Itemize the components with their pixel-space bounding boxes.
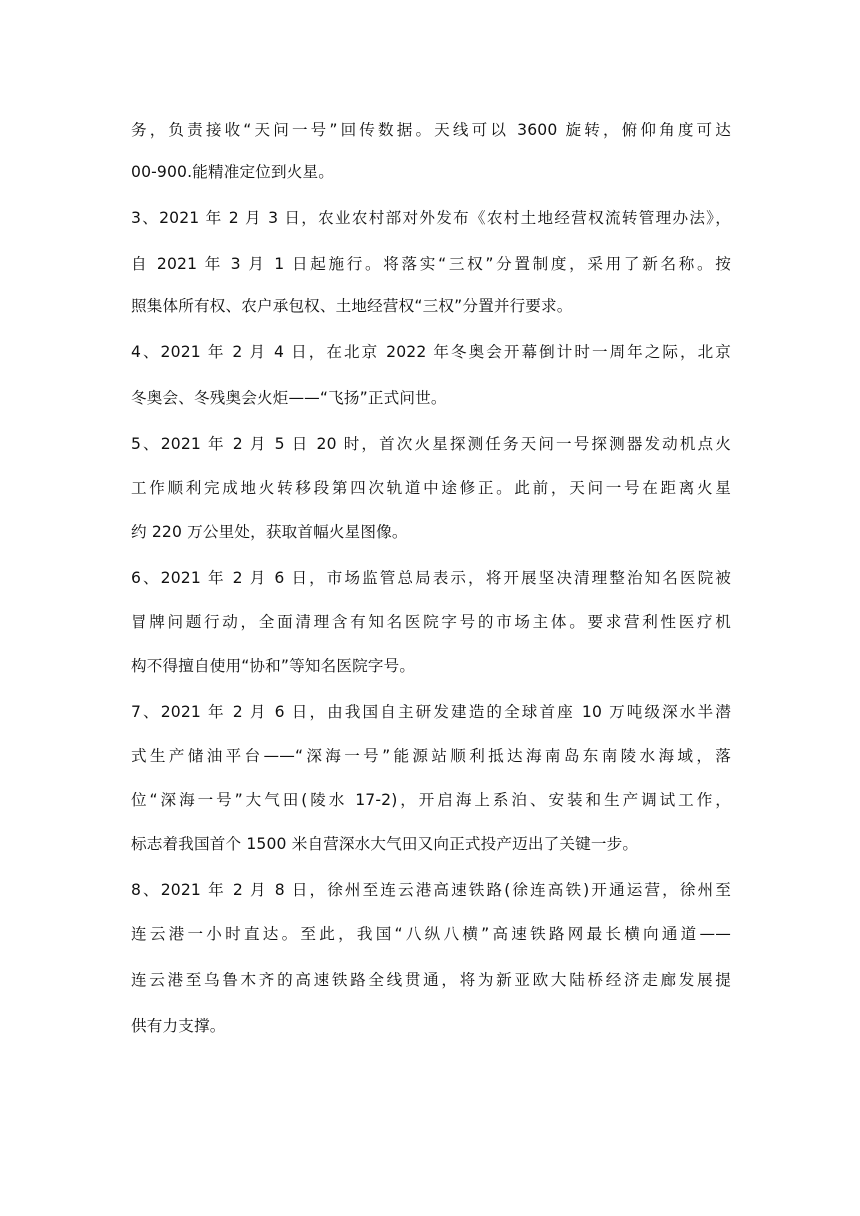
text-line: 位“深海一号”大气田(陵水 17-2)，开启海上系泊、安装和生产调试工作， <box>131 791 731 809</box>
text-line: 6、2021 年 2 月 6 日，市场监管总局表示，将开展坚决清理整治知名医院被 <box>131 569 731 587</box>
text-line: 自 2021 年 3 月 1 日起施行。将落实“三权”分置制度，采用了新名称。按 <box>131 255 731 273</box>
text-line: 5、2021 年 2 月 5 日 20 时，首次火星探测任务天问一号探测器发动机点火 <box>131 435 731 453</box>
text-line: 供有力支撑。 <box>131 1017 226 1035</box>
text-line: 冬奥会、冬残奥会火炬——“飞扬”正式问世。 <box>131 389 447 407</box>
text-line: 照集体所有权、农户承包权、土地经营权“三权”分置并行要求。 <box>131 297 573 315</box>
text-line: 00-900.能精准定位到火星。 <box>131 163 334 181</box>
text-line: 连云港一小时直达。至此，我国“八纵八横”高速铁路网最长横向通道—— <box>131 925 731 943</box>
text-line: 8、2021 年 2 月 8 日，徐州至连云港高速铁路(徐连高铁)开通运营，徐州至 <box>131 881 731 899</box>
text-line: 3、2021 年 2 月 3 日，农业农村部对外发布《农村土地经营权流转管理办法》， <box>131 209 731 227</box>
text-line: 构不得擅自使用“协和”等知名医院字号。 <box>131 657 416 675</box>
text-line: 冒牌问题行动，全面清理含有知名医院字号的市场主体。要求营利性医疗机 <box>131 613 731 631</box>
text-line: 7、2021 年 2 月 6 日，由我国自主研发建造的全球首座 10 万吨级深水半潜 <box>131 703 731 721</box>
text-line: 约 220 万公里处，获取首幅火星图像。 <box>131 523 408 541</box>
text-line: 连云港至乌鲁木齐的高速铁路全线贯通，将为新亚欧大陆桥经济走廊发展提 <box>131 971 731 989</box>
text-line: 工作顺利完成地火转移段第四次轨道中途修正。此前，天问一号在距离火星 <box>131 479 731 497</box>
text-line: 4、2021 年 2 月 4 日，在北京 2022 年冬奥会开幕倒计时一周年之际，北京 <box>131 343 731 361</box>
text-line: 标志着我国首个 1500 米自营深水大气田又向正式投产迈出了关键一步。 <box>131 835 639 853</box>
text-line: 务，负责接收“天问一号”回传数据。天线可以 3600 旋转，俯仰角度可达 <box>131 121 731 139</box>
text-line: 式生产储油平台——“深海一号”能源站顺利抵达海南岛东南陵水海域，落 <box>131 747 731 765</box>
